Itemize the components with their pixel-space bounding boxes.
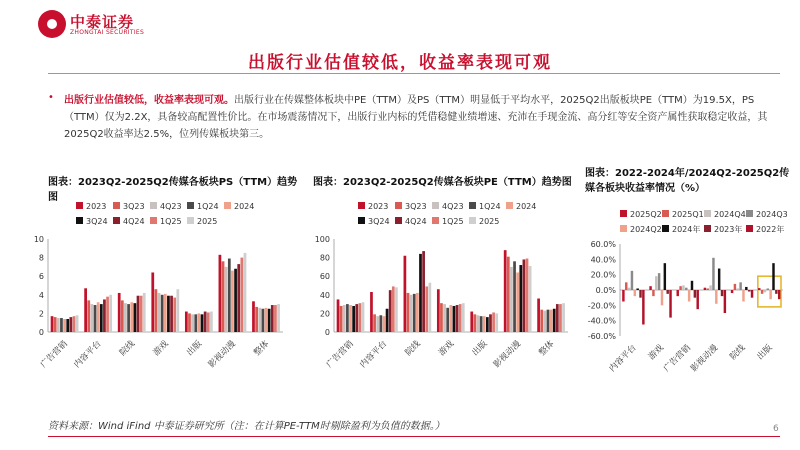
bar (51, 316, 54, 332)
bar (379, 315, 382, 332)
bar (343, 305, 346, 332)
bar (413, 294, 416, 332)
bar (231, 271, 234, 332)
bar (669, 290, 671, 318)
bar (486, 317, 489, 332)
bar (140, 296, 143, 332)
legend-swatch (187, 202, 194, 209)
bar (370, 292, 373, 332)
legend-label: 3Q24 (368, 217, 390, 226)
bar (526, 259, 529, 332)
legend-label: 1Q25 (442, 217, 464, 226)
bar (158, 293, 161, 332)
bar (219, 255, 222, 332)
ps-chart (18, 196, 293, 406)
y-tick-label: 0 (38, 328, 44, 337)
y-tick-label: 40.0% (590, 255, 616, 265)
category-label: 内容平台 (72, 339, 104, 371)
bar (359, 303, 362, 332)
legend-swatch (224, 202, 231, 209)
bar (130, 302, 133, 332)
legend-label: 4Q24 (123, 217, 145, 226)
bar (443, 304, 446, 332)
bar (389, 290, 392, 332)
bar (631, 271, 633, 290)
bar (642, 290, 644, 325)
bar (167, 296, 170, 332)
legend-label: 2024 (234, 202, 255, 211)
legend-swatch (76, 217, 83, 224)
page-title: 出版行业估值较低，收益率表现可观 (248, 53, 552, 73)
bar (346, 304, 349, 332)
legend-label: 2025Q2 (630, 210, 662, 219)
bar (634, 290, 636, 296)
summary-lead: 出版行业估值较低，收益率表现可观。 (64, 95, 234, 106)
bar (228, 259, 231, 332)
legend-swatch (187, 217, 194, 224)
legend-label: 4Q24 (405, 217, 427, 226)
bar (553, 309, 556, 332)
y-tick-label: -20.0% (587, 301, 616, 311)
bar (225, 267, 228, 332)
bullet-icon: • (48, 92, 54, 103)
bar (69, 317, 72, 332)
bar (255, 307, 258, 332)
bar (265, 308, 268, 332)
bar (449, 305, 452, 332)
category-label: 整体 (537, 339, 557, 359)
bar (103, 299, 106, 332)
bar (155, 289, 158, 332)
legend-swatch (358, 217, 365, 224)
bar (540, 310, 543, 332)
legend-swatch (704, 210, 711, 217)
bar (767, 288, 769, 290)
bar (376, 316, 379, 332)
bar (453, 306, 456, 332)
bar (349, 305, 352, 332)
bar (416, 293, 419, 332)
category-label: 内容平台 (358, 339, 390, 371)
bar (666, 290, 668, 294)
page-number: 6 (773, 424, 779, 434)
pe-chart (300, 196, 575, 406)
bar (507, 257, 510, 332)
legend-swatch (395, 217, 402, 224)
bar (734, 284, 736, 290)
legend-label: 1Q25 (160, 217, 182, 226)
bar (652, 290, 654, 296)
bar (185, 312, 188, 332)
legend-label: 2024 (516, 202, 537, 211)
category-label: 游戏 (646, 343, 666, 363)
bar (143, 293, 146, 332)
legend-label: 1Q24 (197, 202, 219, 211)
bar (470, 312, 473, 332)
legend-label: 2024Q4 (714, 210, 746, 219)
bar (237, 264, 240, 332)
y-tick-label: 100 (314, 235, 330, 244)
bar (649, 286, 651, 290)
bar (151, 272, 154, 332)
bar (137, 296, 140, 332)
bar (742, 290, 744, 302)
bar (198, 313, 201, 332)
bar (76, 315, 79, 332)
bar (462, 303, 465, 332)
legend-label: 2025 (479, 217, 500, 226)
bar (489, 314, 492, 332)
legend-label: 1Q24 (479, 202, 501, 211)
title-divider (48, 73, 780, 74)
bar (625, 282, 627, 290)
legend-label: 3Q23 (405, 202, 427, 211)
bar (100, 304, 103, 332)
bar (737, 288, 739, 290)
y-tick-label: 6 (38, 272, 44, 282)
source-note: 资料来源：Wind iFind 中泰证券研究所（注：在计算PE-TTM时剔除盈利为负值的数据。） (48, 421, 445, 432)
y-tick-label: 2 (38, 309, 44, 319)
bar (510, 267, 513, 332)
bar (194, 314, 197, 332)
legend-swatch (432, 217, 439, 224)
legend-label: 2022年 (756, 225, 785, 234)
category-label: 广告营销 (38, 339, 70, 371)
legend-swatch (358, 202, 365, 209)
legend-swatch (662, 210, 669, 217)
y-tick-label: 20 (319, 309, 330, 319)
bar (161, 295, 164, 332)
bar (373, 314, 376, 332)
bar (658, 273, 660, 290)
bar (428, 283, 431, 332)
bar (474, 314, 477, 332)
bar (769, 290, 771, 299)
y-tick-label: 4 (38, 290, 44, 300)
bar (425, 286, 428, 332)
category-label: 整体 (252, 339, 272, 359)
bar (712, 258, 714, 290)
bar (386, 309, 389, 332)
category-label: 出版 (470, 339, 490, 359)
bar (622, 290, 624, 302)
bar (188, 313, 191, 332)
bar (84, 288, 87, 332)
legend-swatch (432, 202, 439, 209)
bar (778, 290, 780, 299)
category-label: 影视动漫 (206, 339, 238, 371)
bar (513, 261, 516, 332)
bar (383, 316, 386, 332)
bar (127, 304, 130, 332)
y-tick-label: 10 (33, 235, 44, 244)
y-tick-label: 60.0% (590, 240, 616, 249)
bar (222, 261, 225, 332)
bar (718, 269, 720, 290)
bar (244, 253, 247, 332)
bar (118, 293, 121, 332)
bar (495, 313, 498, 332)
bar (404, 256, 407, 332)
legend-label: 4Q23 (160, 202, 182, 211)
bar (410, 295, 413, 332)
legend-swatch (746, 210, 753, 217)
bar (739, 282, 741, 290)
bar (419, 254, 422, 332)
legend-label: 2023年 (714, 225, 743, 234)
bar (422, 251, 425, 332)
legend-swatch (469, 202, 476, 209)
bar (547, 310, 550, 332)
y-tick-label: 40 (319, 290, 330, 300)
company-logo-icon (38, 10, 66, 38)
bar (639, 290, 641, 298)
bar (60, 318, 63, 332)
bar (677, 290, 679, 296)
bar (210, 312, 213, 332)
y-tick-label: -40.0% (587, 316, 616, 326)
summary-paragraph (48, 92, 780, 143)
bar (664, 263, 666, 290)
category-label: 影视动漫 (491, 339, 523, 371)
category-label: 游戏 (151, 339, 171, 359)
bar (550, 310, 553, 332)
bar (715, 290, 717, 304)
bar (456, 305, 459, 332)
bar (772, 263, 774, 290)
bar (277, 304, 280, 332)
legend-swatch (620, 210, 627, 217)
bar (504, 250, 507, 332)
bar (57, 318, 60, 332)
bar (176, 289, 179, 332)
bar (407, 293, 410, 332)
bar (628, 288, 630, 290)
bar (170, 296, 173, 332)
bar (751, 290, 753, 298)
category-label: 出版 (185, 339, 205, 359)
bar (437, 289, 440, 332)
legend-label: 2023 (86, 202, 107, 211)
bar (63, 319, 66, 332)
bar (121, 300, 124, 332)
figure-title-ps: 图表：2023Q2-2025Q2传媒各板块PS（TTM）趋势图 (48, 177, 298, 203)
legend-swatch (150, 217, 157, 224)
bar (106, 297, 109, 332)
bar (87, 300, 90, 332)
y-tick-label: 8 (38, 253, 44, 263)
bar (340, 306, 343, 332)
legend-swatch (395, 202, 402, 209)
bar (559, 304, 562, 332)
category-label: 广告营销 (661, 343, 694, 375)
bar (66, 319, 69, 332)
legend-swatch (113, 202, 120, 209)
figure-title-returns: 图表：2022-2024年/2024Q2-2025Q2传媒各板块收益率情况（%） (585, 168, 790, 194)
category-label: 出版 (755, 343, 775, 363)
bar (201, 314, 204, 332)
bar (352, 306, 355, 332)
bar (704, 288, 706, 290)
bar (721, 290, 723, 296)
bar (164, 294, 167, 332)
bar (761, 290, 763, 294)
bar (707, 288, 709, 290)
bar (337, 299, 340, 332)
bar (529, 266, 532, 332)
bar (775, 290, 777, 294)
bar (745, 287, 747, 290)
brand-name: 中泰证券 (70, 13, 135, 31)
bar (694, 290, 696, 298)
bar (392, 286, 395, 332)
legend-swatch (662, 225, 669, 232)
y-tick-label: -60.0% (587, 332, 616, 341)
bar (696, 290, 698, 309)
legend-label: 2024年 (672, 225, 701, 234)
bar (73, 316, 76, 332)
bar (262, 309, 265, 332)
bar (655, 276, 657, 290)
y-tick-label: 0.0% (595, 286, 616, 295)
category-label: 广告营销 (324, 339, 356, 371)
bar (556, 304, 559, 332)
bar (204, 312, 207, 332)
bar (709, 285, 711, 290)
bar (97, 302, 100, 332)
bar (519, 265, 522, 332)
y-tick-label: 80 (319, 253, 330, 263)
legend-swatch (469, 217, 476, 224)
bar (440, 303, 443, 332)
legend-swatch (113, 217, 120, 224)
bar (207, 312, 210, 332)
summary-text: 出版行业在传媒整体板块中PE（TTM）及PS（TTM）明显低于平均水平，2025Q2出版板块PE（TTM）为19.5X，PS（TTM）仅为2.2X，具备较高配置性价比。在市场震荡情况下，出版行业内标的凭借稳健业绩增速、充沛在手现金流、高分红等安全资产属性获取稳定收益，其2025Q2收益率达2.5%，位列传媒板块第三。 (64, 95, 768, 140)
legend-swatch (506, 202, 513, 209)
legend-swatch (746, 225, 753, 232)
bar (258, 308, 261, 332)
legend-swatch (704, 225, 711, 232)
bar (268, 309, 271, 332)
brand-name-en: ZHONGTAI SECURITIES (70, 29, 145, 36)
figure-title-pe: 图表：2023Q2-2025Q2传媒各板块PE（TTM）趋势图 (313, 177, 572, 188)
legend-swatch (620, 225, 627, 232)
bar (240, 258, 243, 332)
legend-label: 2025Q1 (672, 210, 704, 219)
bar (764, 290, 766, 292)
legend-swatch (150, 202, 157, 209)
bar (562, 303, 565, 332)
bar (446, 308, 449, 332)
bar (492, 312, 495, 332)
legend-label: 3Q24 (86, 217, 108, 226)
category-label: 院线 (728, 343, 748, 363)
y-tick-label: 20.0% (590, 270, 616, 280)
returns-chart (578, 200, 793, 410)
y-tick-label: 0 (324, 328, 330, 337)
category-label: 院线 (403, 339, 423, 359)
bar (661, 290, 663, 305)
footer-divider (48, 436, 780, 437)
bar (537, 299, 540, 332)
bar (109, 295, 112, 332)
bar (124, 303, 127, 332)
bar (731, 290, 733, 293)
bar (516, 272, 519, 332)
legend-label: 2024Q2 (630, 225, 662, 234)
bar (636, 288, 638, 290)
bar (691, 281, 693, 290)
bar (688, 290, 690, 302)
bar (483, 316, 486, 332)
bar (91, 304, 94, 332)
bar (133, 303, 136, 332)
bar (682, 285, 684, 290)
legend-label: 2024Q3 (756, 210, 788, 219)
bar (523, 259, 526, 332)
legend-label: 2025 (197, 217, 218, 226)
bar (191, 314, 194, 332)
legend-label: 4Q23 (442, 202, 464, 211)
category-label: 游戏 (437, 339, 457, 359)
bar (758, 288, 760, 290)
legend-label: 2023 (368, 202, 389, 211)
bar (748, 290, 750, 292)
bar (477, 315, 480, 332)
bar (355, 304, 358, 332)
bar (480, 316, 483, 332)
bar (234, 269, 237, 332)
bar (94, 305, 97, 332)
bar (362, 302, 365, 332)
bar (274, 305, 277, 332)
bar (395, 287, 398, 332)
bar (54, 317, 57, 332)
y-tick-label: 60 (319, 272, 330, 282)
bar (685, 288, 687, 290)
legend-label: 3Q23 (123, 202, 145, 211)
bar (252, 301, 255, 332)
bar (271, 305, 274, 332)
bar (459, 304, 462, 332)
bar (543, 311, 546, 332)
legend-swatch (76, 202, 83, 209)
category-label: 内容平台 (607, 343, 639, 375)
bar (724, 290, 726, 313)
category-label: 院线 (117, 339, 138, 359)
bar (679, 286, 681, 290)
category-label: 影视动漫 (689, 343, 721, 375)
bar (173, 298, 176, 332)
